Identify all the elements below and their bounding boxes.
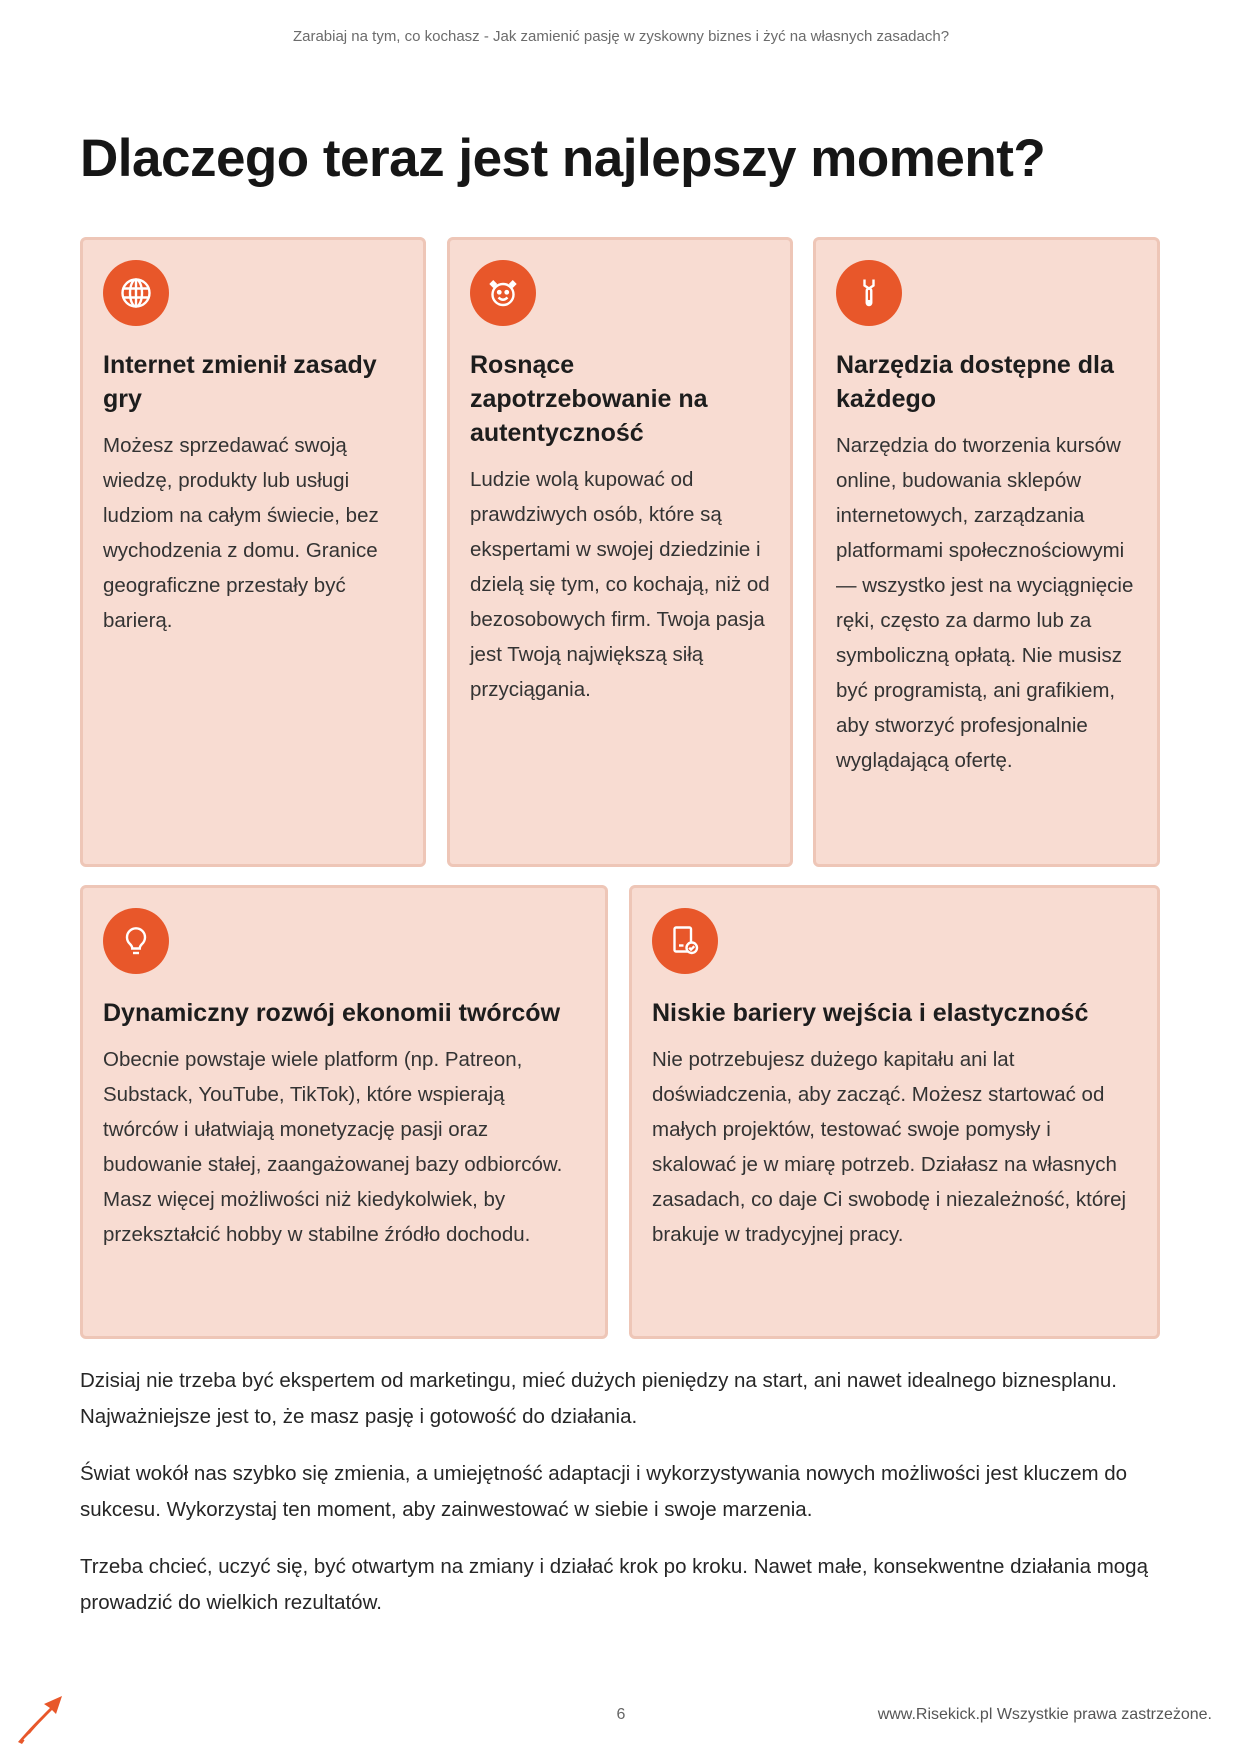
document-check-icon: [652, 908, 718, 974]
footer-rights: www.Risekick.pl Wszystkie prawa zastrzeżone.: [877, 1706, 1212, 1723]
card-text: Możesz sprzedawać swoją wiedzę, produkty lub usługi ludziom na całym świecie, bez wychodzenia z domu. Granice geograficzne przestały być barierą.: [103, 434, 379, 632]
paragraph-1: Dzisiaj nie trzeba być ekspertem od marketingu, mieć dużych pieniędzy na start, ani nawet idealnego biznesplanu. Najważniejsze jest to, że masz pasję i gotowość do działania.: [80, 1369, 1117, 1428]
paragraph-2: Świat wokół nas szybko się zmienia, a umiejętność adaptacji i wykorzystywania nowych możliwości jest kluczem do sukcesu. Wykorzystaj ten moment, aby zainwestować w siebie i swoje marzenia.: [80, 1462, 1128, 1521]
card-text: Ludzie wolą kupować od prawdziwych osób, które są ekspertami w swojej dziedzinie i dzielą się tym, co kochają, niż od bezosobowych firm. Twoja pasja jest Twoją największą siłą przyciągania.: [470, 468, 770, 701]
card-title: Niskie bariery wejścia i elastyczność: [652, 999, 1089, 1027]
card-text: Nie potrzebujesz dużego kapitału ani lat doświadczenia, aby zacząć. Możesz startować od małych projektów, testować swoje pomysły i skalować je w miarę potrzeb. Działasz na własnych zasadach, co daje Ci swobodę i niezależność, której brakuje w tradycyjnej pracy.: [652, 1048, 1127, 1246]
card-tools: [813, 237, 1160, 867]
smiley-hearts-icon: [470, 260, 536, 326]
card-title: Narzędzia dostępne dla każdego: [836, 351, 1114, 413]
card-text: Obecnie powstaje wiele platform (np. Patreon, Substack, YouTube, TikTok), które wspierają twórców i ułatwiają monetyzację pasji oraz budowanie stałej, zaangażowanej bazy odbiorców. Masz więcej możliwości niż kiedykolwiek, by przekształcić hobby w stabilne źródło dochodu.: [103, 1048, 563, 1246]
card-internet: [80, 237, 426, 867]
card-title: Dynamiczny rozwój ekonomii twórców: [103, 999, 561, 1027]
card-title: Internet zmienił zasady gry: [103, 351, 377, 413]
page-number: 6: [616, 1706, 626, 1723]
running-header: Zarabiaj na tym, co kochasz - Jak zamienić pasję w zyskowny biznes i żyć na własnych zasadach?: [292, 28, 950, 45]
card-low-barriers: [629, 885, 1160, 1339]
paragraph-3: Trzeba chcieć, uczyć się, być otwartym na zmiany i działać krok po kroku. Nawet małe, konsekwentne działania mogą prowadzić do wielkich rezultatów.: [80, 1555, 1148, 1614]
card-creator-economy: [80, 885, 608, 1339]
card-authenticity: [447, 237, 793, 867]
globe-icon: [103, 260, 169, 326]
card-title: Rosnące zapotrzebowanie na autentyczność: [470, 351, 708, 447]
card-text: Narzędzia do tworzenia kursów online, budowania sklepów internetowych, zarządzania platformami społecznościowymi — wszystko jest na wyciągnięcie ręki, często za darmo lub za symboliczną opłatą. Nie musisz być programistą, ani grafikiem, aby stworzyć profesjonalnie wyglądającą ofertę.: [836, 434, 1134, 772]
lightbulb-icon: [103, 908, 169, 974]
page-title: Dlaczego teraz jest najlepszy moment?: [80, 129, 1046, 188]
wrench-icon: [836, 260, 902, 326]
